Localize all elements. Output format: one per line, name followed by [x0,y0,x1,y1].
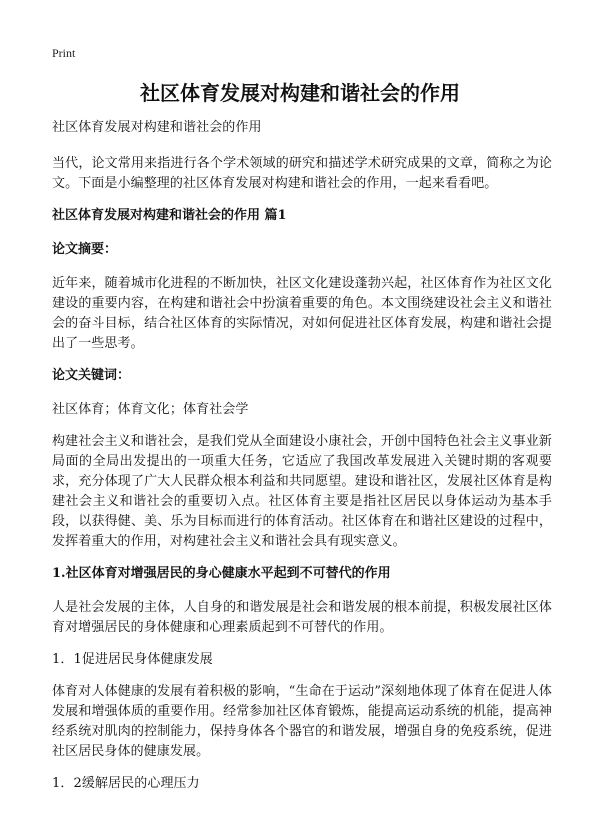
section-1-heading: 1.社区体育对增强居民的身心健康水平起到不可替代的作用 [52,566,391,581]
subsection-1-2-title: 1．2缓解居民的心理压力 [52,776,200,791]
print-link[interactable]: Print [52,46,76,60]
abstract-paragraph: 近年来，随着城市化进程的不断加快，社区文化建设蓬勃兴起，社区体育作为社区文化建设的重要内容，在构建和谐社会中扮演着重要的角色。本文围绕建设社会主义和谐社会的奋斗目标，结合社区体育的实际情况，对如何促进社区体育发展，构建和谐社会提出了一些思考。 [52,276,552,351]
subsection-1-1-paragraph: 体育对人体健康的发展有着积极的影响，“生命在于运动”深刻地体现了体育在促进人体发展和增强体质的重要作用。经常参加社区体育锻炼，能提高运动系统的机能，提高神经系统对肌肉的控制能力，保持身体各个器官的和谐发展，增强自身的免疫系统，促进社区居民身体的健康发展。 [52,684,552,759]
subtitle-paragraph: 社区体育发展对构建和谐社会的作用 [52,120,262,135]
keywords-paragraph: 社区体育；体育文化；体育社会学 [52,402,249,417]
section-1-paragraph: 人是社会发展的主体，人自身的和谐发展是社会和谐发展的根本前提，积极发展社区体育对增强居民的身体健康和心理素质起到不可替代的作用。 [52,600,552,635]
keywords-heading: 论文关键词： [52,368,131,383]
subsection-1-1-title: 1．1促进居民身体健康发展 [52,652,213,667]
body-paragraph-1: 构建社会主义和谐社会，是我们党从全面建设小康社会，开创中国特色社会主义事业新局面的全局出发提出的一项重大任务，它适应了我国改革发展进入关键时期的客观要求，充分体现了广大人民群众根本利益和共同愿望。建设和谐社区，发展社区体育是构建社会主义和谐社会的重要切入点。社区体育主要是指社区居民以身体运动为基本手段，以获得健、美、乐为目标而进行的体育活动。社区体育在和谐社区建设的过程中，发挥着重大的作用，对构建社会主义和谐社会具有现实意义。 [52,434,552,549]
page-title: 社区体育发展对构建和谐社会的作用 [140,81,460,105]
abstract-heading: 论文摘要： [52,242,118,257]
document-content [52,118,552,806]
intro-paragraph: 当代，论文常用来指进行各个学术领域的研究和描述学术研究成果的文章，简称之为论文。下面是小编整理的社区体育发展对构建和谐社会的作用，一起来看看吧。 [52,156,552,191]
article-heading: 社区体育发展对构建和谐社会的作用 篇1 [52,208,287,223]
